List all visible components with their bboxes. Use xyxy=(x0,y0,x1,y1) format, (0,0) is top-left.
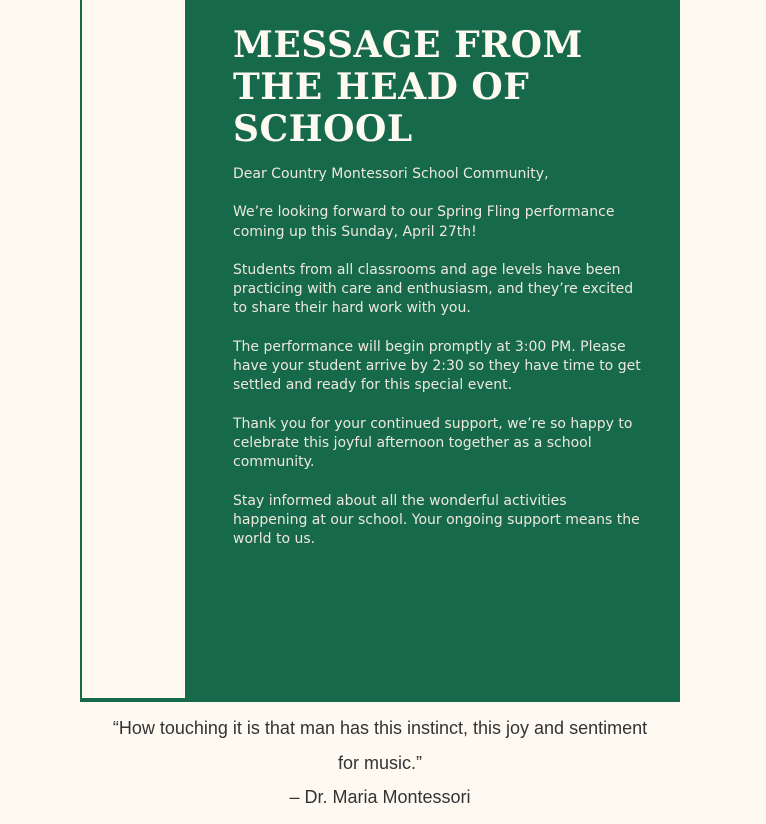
message-card xyxy=(80,0,680,702)
paragraph: Stay informed about all the wonderful activities happening at our school. Your ongoing support means the world to us. xyxy=(233,492,640,548)
message-heading: MESSAGE FROM THE HEAD OF SCHOOL xyxy=(233,24,583,150)
card-side-panel xyxy=(82,0,185,698)
paragraph: Thank you for your continued support, we’re so happy to celebrate this joyful afternoon together as a school community. xyxy=(233,415,633,471)
message-content xyxy=(233,24,643,568)
quote-line-2: for music.” xyxy=(337,753,422,773)
quote-attribution: – Dr. Maria Montessori xyxy=(289,787,471,807)
paragraph: We’re looking forward to our Spring Fling performance coming up this Sunday, April 27th! xyxy=(233,204,615,240)
quote-line-1: “How touching it is that man has this instinct, this joy and sentiment xyxy=(112,718,648,738)
paragraph: The performance will begin promptly at 3:00 PM. Please have your student arrive by 2:30 so they have time to get settled and ready for this special event. xyxy=(233,338,641,394)
paragraph: Students from all classrooms and age levels have been practicing with care and enthusiasm, and they’re excited to share their hard work with you. xyxy=(233,261,634,317)
greeting: Dear Country Montessori School Community, xyxy=(233,166,549,182)
